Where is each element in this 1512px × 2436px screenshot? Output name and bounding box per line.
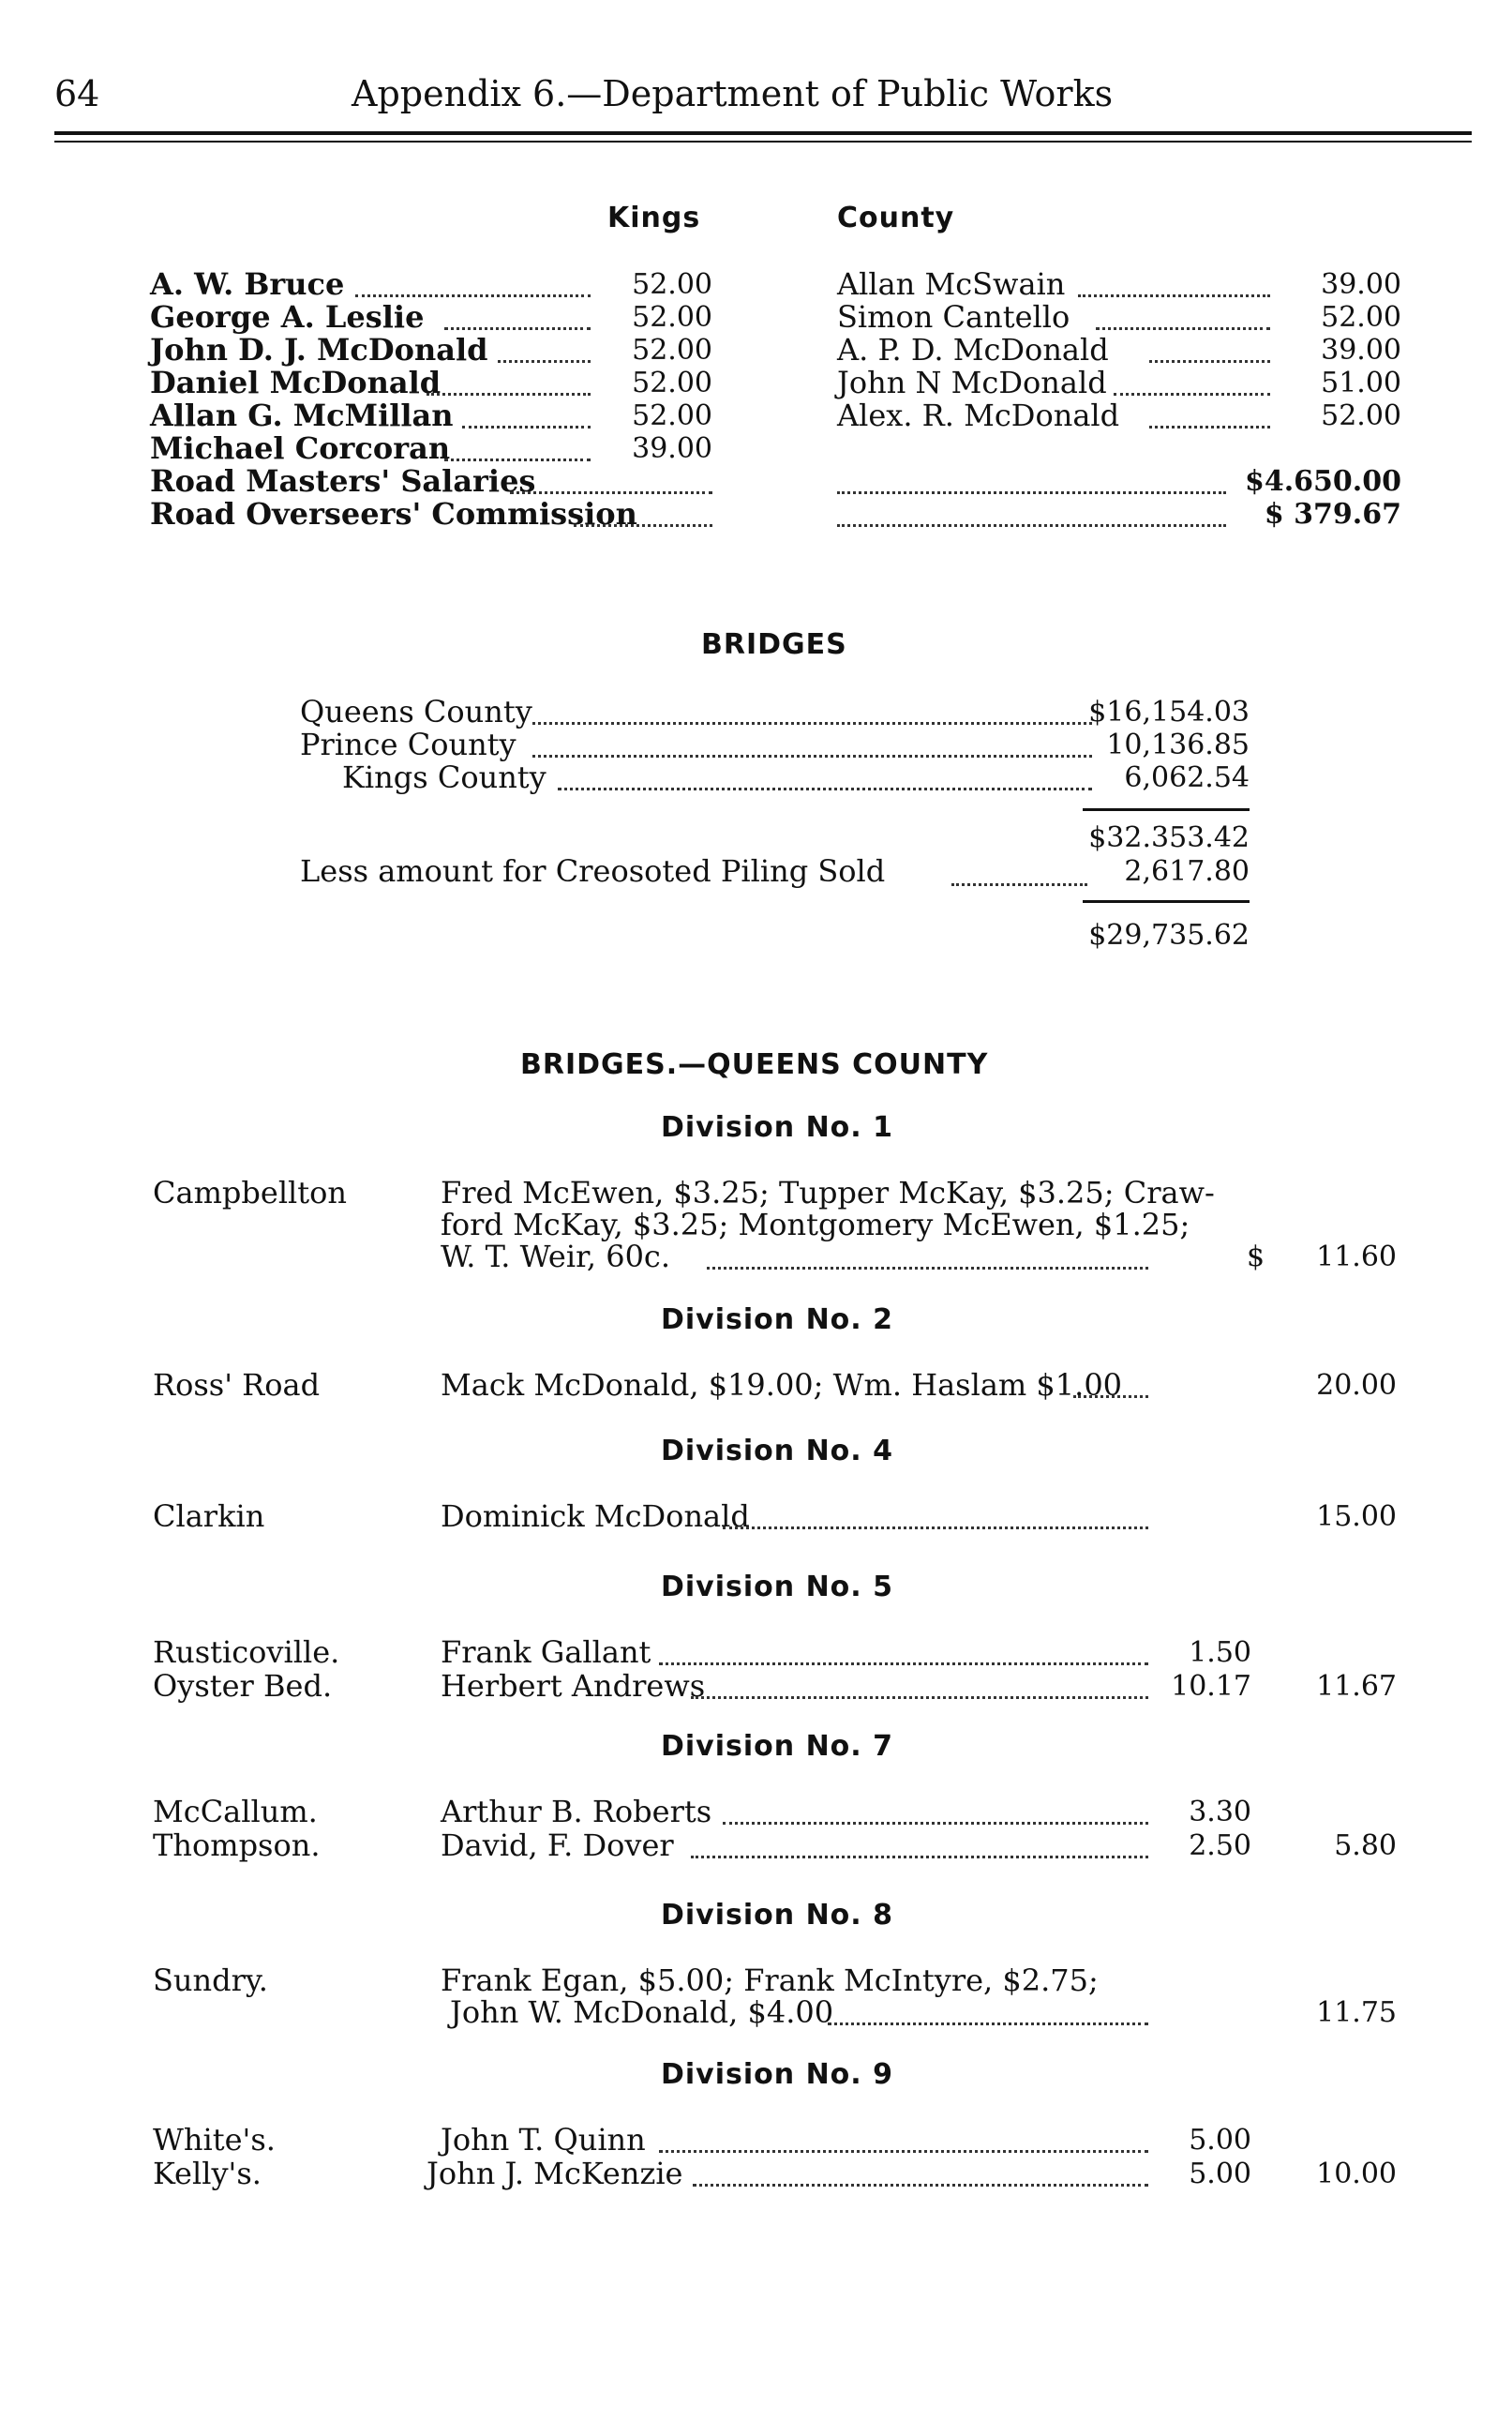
less-label: Less amount for Creosoted Piling Sold <box>300 853 886 889</box>
bridges-subtotal: $32.353.42 <box>1088 821 1250 854</box>
entry-total: 11.67 <box>1316 1670 1397 1703</box>
kings-left-name: John D. J. McDonald <box>150 332 488 368</box>
kings-right-name: Allan McSwain <box>837 266 1066 302</box>
entry-total: 20.00 <box>1316 1369 1397 1402</box>
kings-left-name: George A. Leslie <box>150 299 425 335</box>
kings-left-amount: 52.00 <box>632 301 712 334</box>
entry-text: Fred McEwen, $3.25; Tupper McKay, $3.25; Craw- <box>441 1175 1215 1210</box>
kings-total-leader-right <box>837 491 1226 494</box>
kings-right-name: Alex. R. McDonald <box>837 398 1120 433</box>
entry-place: Thompson. <box>153 1827 321 1863</box>
entry-place: McCallum. <box>153 1794 318 1829</box>
entry-total: 11.60 <box>1316 1241 1397 1273</box>
county-heading: County <box>837 202 955 234</box>
entry-total: 10.00 <box>1316 2158 1397 2190</box>
entry-total: 5.80 <box>1334 1829 1397 1862</box>
kings-left-name: Daniel McDonald <box>150 365 442 400</box>
kings-right-amount: 51.00 <box>1321 367 1401 399</box>
entry-text: Dominick McDonald <box>441 1498 750 1534</box>
queens-heading: BRIDGES.—QUEENS COUNTY <box>520 1048 989 1081</box>
kings-left-leader <box>444 327 591 330</box>
entry-amount: 5.00 <box>1189 2158 1251 2190</box>
division-title: Division No. 7 <box>661 1730 894 1763</box>
entry-dollar: $ <box>1247 1241 1265 1273</box>
kings-left-amount: 39.00 <box>632 432 712 465</box>
header-rule-bottom <box>54 141 1472 143</box>
entry-place: Sundry. <box>153 1962 268 1998</box>
kings-right-leader <box>1149 360 1270 363</box>
entry-text: David, F. Dover <box>441 1827 674 1863</box>
division-title: Division No. 8 <box>661 1899 894 1932</box>
kings-left-amount: 52.00 <box>632 367 712 399</box>
entry-leader <box>1073 1395 1148 1398</box>
bridges-row-label: Kings County <box>342 759 546 795</box>
kings-total-leader-right <box>837 524 1226 527</box>
kings-left-name: Michael Corcoran <box>150 430 451 466</box>
entry-text: Frank Gallant <box>441 1634 651 1670</box>
kings-left-leader <box>498 360 591 363</box>
kings-right-amount: 52.00 <box>1321 399 1401 432</box>
division-title: Division No. 2 <box>661 1303 894 1336</box>
less-amount: 2,617.80 <box>1124 855 1250 888</box>
kings-right-amount: 52.00 <box>1321 301 1401 334</box>
entry-leader <box>723 1526 1148 1529</box>
kings-right-amount: 39.00 <box>1321 334 1401 367</box>
entry-place: Rusticoville. <box>153 1634 340 1670</box>
kings-right-name: Simon Cantello <box>837 299 1070 335</box>
page-number: 64 <box>54 73 100 114</box>
entry-leader <box>723 1822 1148 1825</box>
header-rule-top <box>54 131 1472 135</box>
bridges-total: $29,735.62 <box>1088 919 1250 952</box>
entry-leader <box>828 2022 1148 2025</box>
entry-leader <box>659 1662 1148 1665</box>
entry-place: Oyster Bed. <box>153 1668 333 1704</box>
kings-total-label: Road Overseers' Commission <box>150 496 637 532</box>
entry-amount: 10.17 <box>1171 1670 1251 1703</box>
division-title: Division No. 9 <box>661 2058 894 2091</box>
kings-right-amount: 39.00 <box>1321 268 1401 301</box>
entry-leader <box>659 2150 1148 2153</box>
bridges-row-amount: 6,062.54 <box>1124 761 1250 794</box>
entry-total: 15.00 <box>1316 1500 1397 1533</box>
entry-text: Mack McDonald, $19.00; Wm. Haslam $1.00 <box>441 1367 1123 1403</box>
kings-heading: Kings <box>607 202 701 234</box>
kings-right-name: A. P. D. McDonald <box>837 332 1109 368</box>
entry-amount: 5.00 <box>1189 2124 1251 2157</box>
entry-amount: 3.30 <box>1189 1796 1251 1828</box>
kings-left-amount: 52.00 <box>632 399 712 432</box>
entry-place: Clarkin <box>153 1498 265 1534</box>
bridges-row-leader <box>558 788 1092 790</box>
kings-right-leader <box>1149 426 1270 429</box>
bridges-row-amount: $16,154.03 <box>1088 696 1250 729</box>
kings-left-leader <box>462 426 591 429</box>
entry-total: 11.75 <box>1316 1996 1397 2029</box>
entry-leader <box>691 1856 1148 1858</box>
entry-text: ford McKay, $3.25; Montgomery McEwen, $1.25; <box>441 1207 1190 1242</box>
bridges-row-label: Queens County <box>300 694 532 729</box>
kings-right-name: John N McDonald <box>837 365 1107 400</box>
page-title: Appendix 6.—Department of Public Works <box>352 73 1114 114</box>
entry-text: John T. Quinn <box>441 2122 646 2158</box>
kings-total-amount: $ 379.67 <box>1264 498 1401 531</box>
bridges-row-label: Prince County <box>300 727 516 762</box>
kings-left-leader <box>427 393 591 396</box>
bridges-total-rule <box>1083 900 1250 903</box>
bridges-row-leader <box>532 722 1092 725</box>
entry-place: Kelly's. <box>153 2156 262 2191</box>
division-title: Division No. 5 <box>661 1571 894 1603</box>
entry-text: John J. McKenzie <box>427 2156 683 2191</box>
kings-right-leader <box>1096 327 1270 330</box>
entry-text: Herbert Andrews <box>441 1668 706 1704</box>
kings-right-leader <box>1078 294 1270 297</box>
kings-left-amount: 52.00 <box>632 268 712 301</box>
entry-leader <box>691 1696 1148 1699</box>
kings-total-leader-left <box>510 491 712 494</box>
entry-place: Ross' Road <box>153 1367 321 1403</box>
kings-left-amount: 52.00 <box>632 334 712 367</box>
kings-total-amount: $4.650.00 <box>1244 465 1401 498</box>
kings-right-leader <box>1114 393 1270 396</box>
entry-place: Campbellton <box>153 1175 348 1210</box>
entry-text: W. T. Weir, 60c. <box>441 1239 671 1274</box>
entry-amount: 1.50 <box>1189 1636 1251 1669</box>
bridges-row-amount: 10,136.85 <box>1106 729 1250 761</box>
division-title: Division No. 1 <box>661 1111 894 1144</box>
kings-left-leader <box>355 294 591 297</box>
entry-amount: 2.50 <box>1189 1829 1251 1862</box>
bridges-heading: BRIDGES <box>701 628 847 661</box>
bridges-subtotal-rule <box>1083 808 1250 811</box>
kings-left-leader <box>444 459 591 461</box>
entry-leader <box>693 2184 1148 2187</box>
kings-left-name: A. W. Bruce <box>150 266 345 302</box>
entry-text: John W. McDonald, $4.00 <box>450 1994 834 2030</box>
entry-place: White's. <box>153 2122 276 2158</box>
kings-left-name: Allan G. McMillan <box>150 398 454 433</box>
entry-text: Frank Egan, $5.00; Frank McIntyre, $2.75; <box>441 1962 1099 1998</box>
kings-total-leader-left <box>574 524 712 527</box>
entry-leader <box>707 1267 1148 1270</box>
kings-total-label: Road Masters' Salaries <box>150 463 536 499</box>
bridges-row-leader <box>532 755 1092 758</box>
entry-text: Arthur B. Roberts <box>441 1794 712 1829</box>
division-title: Division No. 4 <box>661 1435 894 1467</box>
